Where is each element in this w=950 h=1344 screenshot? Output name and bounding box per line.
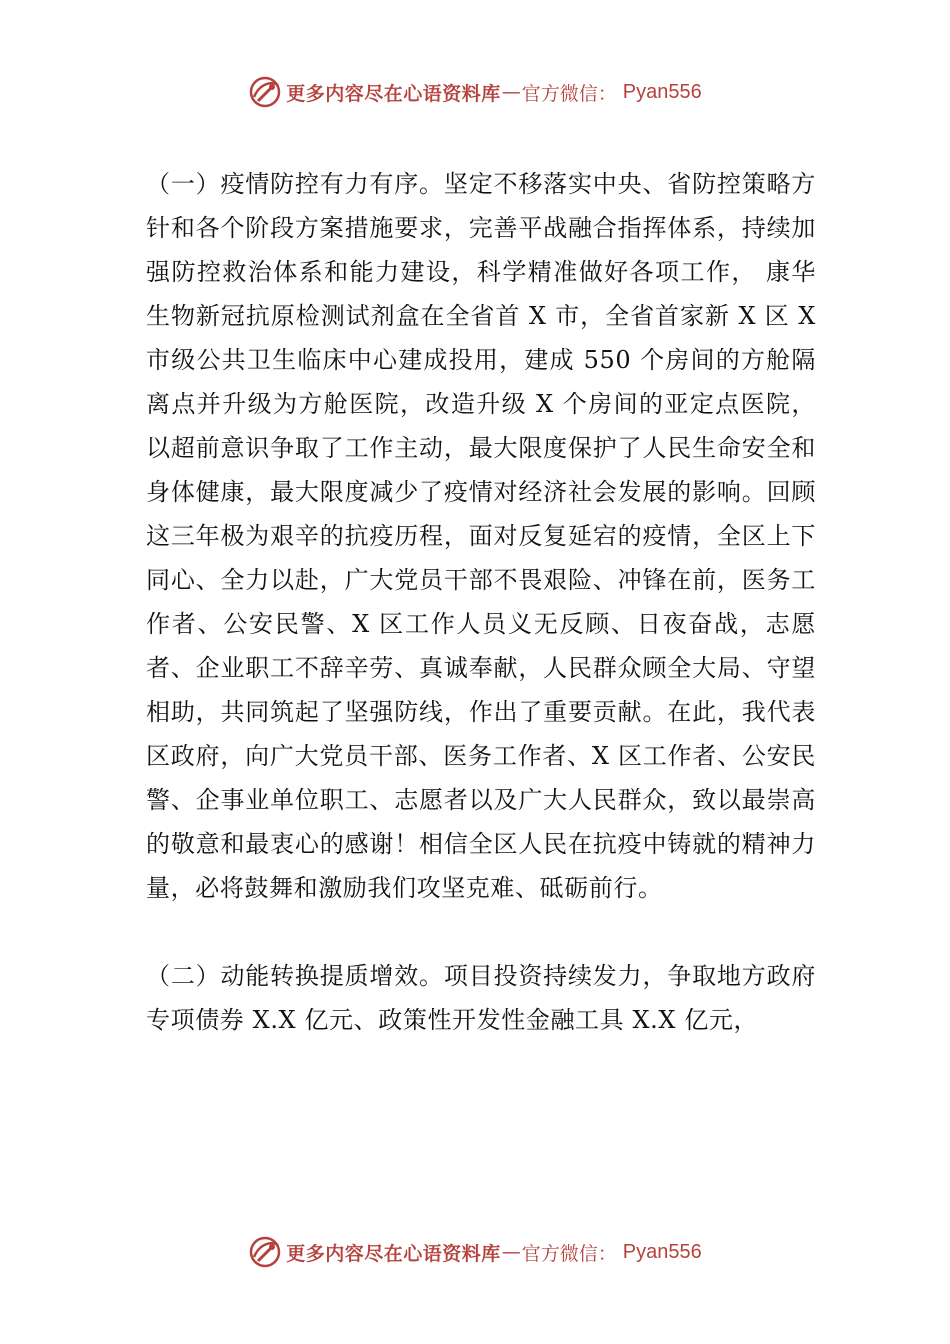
header-promo-text: 更多内容尽在心语资料库	[286, 82, 501, 105]
header-separator: —	[501, 81, 521, 103]
header-wechat-label: 官方微信：	[521, 82, 617, 105]
footer-promo-text: 更多内容尽在心语资料库	[286, 1242, 501, 1265]
footer-separator: —	[501, 1241, 521, 1263]
header-banner	[0, 72, 950, 112]
brand-logo-icon	[248, 1235, 282, 1269]
header-wechat-id: Pyan556	[622, 80, 702, 103]
footer-banner	[0, 1232, 950, 1272]
footer-wechat-label: 官方微信：	[521, 1242, 617, 1265]
paragraph-momentum-conversion: （二）动能转换提质增效。项目投资持续发力，争取地方政府专项债券 X.X 亿元、政策性开发性金融工具 X.X 亿元，	[146, 962, 816, 1034]
document-body	[146, 162, 816, 1042]
brand-logo-icon	[248, 75, 282, 109]
footer-wechat-id: Pyan556	[622, 1240, 702, 1263]
paragraph-epidemic-control: （一）疫情防控有力有序。坚定不移落实中央、省防控策略方针和各个阶段方案措施要求，完善平战融合指挥体系，持续加强防控救治体系和能力建设，科学精准做好各项工作， 康华生物新冠抗原检测试剂盒在全省首 X 市，全省首家新 X 区 X 市级公共卫生临床中心建成投用，建成 550 个房间的方舱隔离点并升级为方舱医院，改造升级 X 个房间的亚定点医院，以超前意识争取了工作主动，最大限度保护了人民生命安全和身体健康，最大限度减少了疫情对经济社会发展的影响。回顾这三年极为艰辛的抗疫历程，面对反复延宕的疫情，全区上下同心、全力以赴，广大党员干部不畏艰险、冲锋在前，医务工作者、公安民警、X 区工作人员义无反顾、日夜奋战，志愿者、企业职工不辞辛劳、真诚奉献，人民群众顾全大局、守望相助，共同筑起了坚强防线，作出了重要贡献。在此，我代表区政府，向广大党员干部、医务工作者、X 区工作者、公安民警、企事业单位职工、志愿者以及广大人民群众，致以最崇高的敬意和最衷心的感谢！相信全区人民在抗疫中铸就的精神力量，必将鼓舞和激励我们攻坚克难、砥砺前行。	[146, 170, 816, 902]
